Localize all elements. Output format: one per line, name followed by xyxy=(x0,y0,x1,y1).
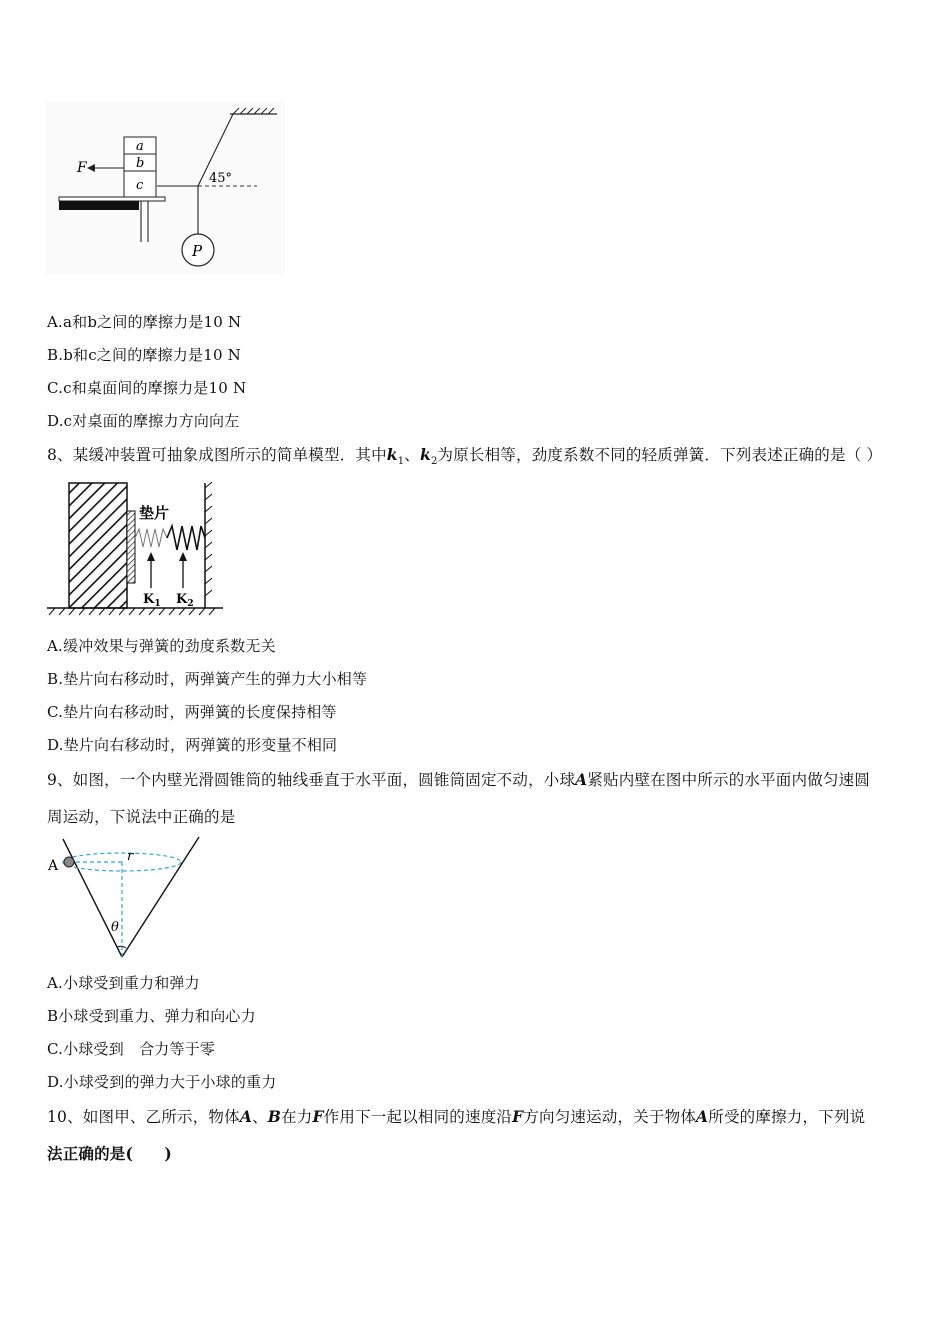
q9-option-b: B小球受到重力、弹力和向心力 xyxy=(47,1007,256,1025)
q7-option-d: D.c对桌面的摩擦力方向向左 xyxy=(47,412,240,430)
q8-option-d: D.垫片向右移动时，两弹簧的形变量不相同 xyxy=(47,736,338,754)
q9-option-c: C.小球受到 合力等于零 xyxy=(47,1040,216,1058)
label-f: F xyxy=(77,160,87,176)
q8-option-c: C.垫片向右移动时，两弹簧的长度保持相等 xyxy=(47,703,337,721)
q7-option-c: C.c和桌面间的摩擦力是10 N xyxy=(47,379,247,397)
q10-question-line1: 10、如图甲、乙所示，物体A、B在力F作用下一起以相同的速度沿F方向匀速运动，关于物体A所受的摩擦力，下列说 xyxy=(47,1107,866,1126)
label-r: r xyxy=(127,849,134,864)
q8-option-a: A.缓冲效果与弹簧的劲度系数无关 xyxy=(47,637,276,655)
label-a-ball: A xyxy=(48,858,59,874)
label-p: P xyxy=(192,242,203,260)
q9-question-line2: 周运动，下说法中正确的是 xyxy=(47,808,236,826)
q10-question-line2: 法正确的是( ) xyxy=(47,1144,172,1163)
figure-friction-blocks xyxy=(45,100,285,275)
q9-question-line1: 9、如图，一个内壁光滑圆锥筒的轴线垂直于水平面，圆锥筒固定不动，小球A紧贴内壁在图中所示的水平面内做匀速圆 xyxy=(47,770,871,789)
label-k2: $K_2$ xyxy=(176,592,194,609)
q9-option-d: D.小球受到的弹力大于小球的重力 xyxy=(47,1073,277,1091)
label-b: b xyxy=(136,156,145,171)
label-k1: $K_1$ xyxy=(143,592,161,609)
label-a: a xyxy=(136,139,144,154)
q7-option-a: A.a和b之间的摩擦力是10 N xyxy=(47,313,242,331)
q8-option-b: B.垫片向右移动时，两弹簧产生的弹力大小相等 xyxy=(47,670,368,688)
q7-option-b: B.b和c之间的摩擦力是10 N xyxy=(47,346,241,364)
figure-buffer-springs xyxy=(45,478,225,620)
q9-option-a: A.小球受到重力和弹力 xyxy=(47,974,200,992)
q8-question: 8、某缓冲装置可抽象成图所示的简单模型．其中$k_1$、$k_2$为原长相等，劲度系数不同的轻质弹簧．下列表述正确的是（ ） xyxy=(47,445,883,468)
label-c: c xyxy=(136,178,144,193)
label-45: 45° xyxy=(209,171,233,186)
label-pad: 垫片 xyxy=(139,504,170,522)
label-theta: θ xyxy=(111,920,119,935)
figure-cone xyxy=(45,833,205,961)
